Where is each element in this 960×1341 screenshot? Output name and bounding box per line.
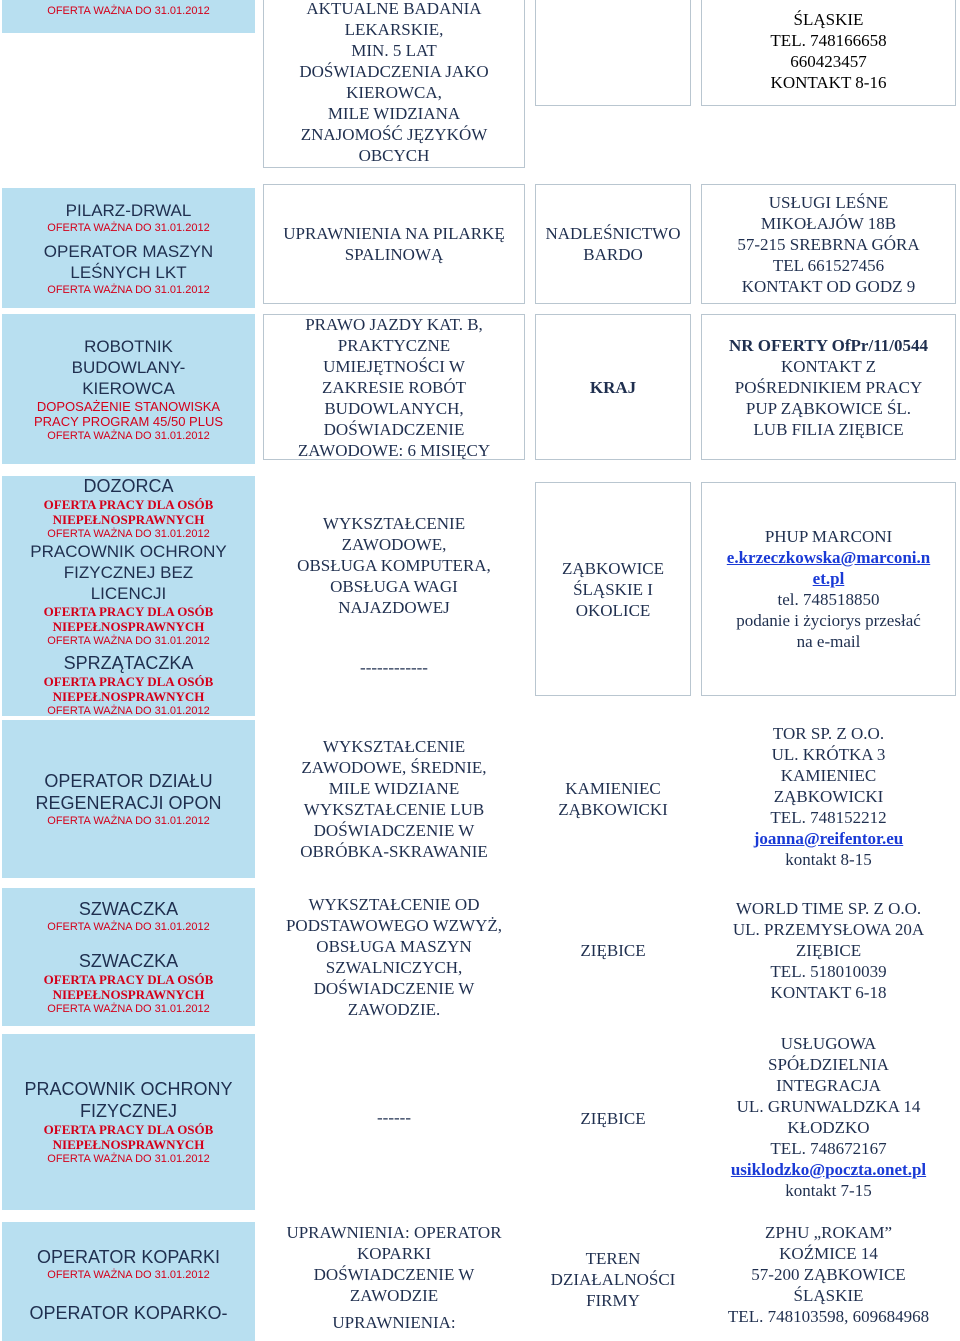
offer-number: NR OFERTY OfPr/11/0544	[729, 335, 928, 355]
job-title: REGENERACJI OPON	[35, 793, 222, 813]
row6-job-cell	[2, 1034, 255, 1210]
req-line: WYKSZTAŁCENIE	[322, 513, 466, 533]
offer-valid-label: OFERTA WAŻNA DO 31.01.2012	[47, 527, 210, 540]
row7-contact	[701, 1222, 956, 1341]
req-line: BUDOWLANYCH,	[324, 398, 464, 418]
req-line: PRAWO JAZDY KAT. B,	[305, 314, 483, 334]
disabled-offer-label: OFERTA PRACY DLA OSÓB NIEPEŁNOSPRAWNYCH	[43, 1122, 214, 1152]
row1-requirements	[263, 184, 525, 304]
email-link[interactable]: et.pl	[812, 569, 845, 588]
req-line: LEKARSKIE,	[344, 20, 444, 39]
contact-line: KONTAKT OD GODZ 9	[741, 276, 916, 296]
req-line: MIN. 5 LAT	[351, 41, 437, 60]
job-title: LICENCJI	[90, 583, 167, 603]
job-title: PRACOWNIK OCHRONY	[30, 541, 227, 561]
contact-line: KŁODZKO	[787, 1118, 870, 1137]
req-line: PODSTAWOWEGO WZWYŻ,	[285, 916, 503, 935]
disabled-offer-label: OFERTA PRACY DLA OSÓB NIEPEŁNOSPRAWNYCH	[43, 972, 214, 1002]
row4-contact	[701, 716, 956, 876]
req-line: OBSŁUGA KOMPUTERA,	[297, 555, 491, 575]
row7-job-cell	[2, 1222, 255, 1341]
req-line: UPRAWNIENIA NA PILARKĘ	[283, 224, 505, 243]
offer-valid-label: OFERTA WAŻNA DO 31.01.2012	[47, 1153, 210, 1165]
contact-line: MIKOŁAJÓW 18B	[760, 213, 897, 233]
req-line: MILE WIDZIANE	[328, 779, 460, 798]
req-line: PRAKTYCZNE	[337, 335, 451, 355]
job-title: SZWACZKA	[78, 951, 179, 971]
contact-line: KONTAKT 8-16	[770, 73, 887, 92]
disabled-offer-label: OFERTA PRACY DLA OSÓB NIEPEŁNOSPRAWNYCH	[43, 673, 214, 704]
contact-hours: kontakt 7-15	[785, 1181, 872, 1200]
contact-line: ZPHU „ROKAM”	[764, 1223, 893, 1242]
row6-contact	[701, 1026, 956, 1208]
contact-line: 57-200 ZĄBKOWICE	[751, 1265, 906, 1284]
req-line: OBCYCH	[358, 146, 430, 165]
place-line: FIRMY	[586, 1290, 640, 1310]
req-line: DOŚWIADCZENIE W	[313, 821, 475, 840]
offer-valid-label: OFERTA WAŻNA DO 31.01.2012	[47, 815, 210, 827]
contact-line: INTEGRACJA	[776, 1076, 881, 1095]
req-dash: ------	[377, 1108, 411, 1127]
job-title: ROBOTNIK	[84, 336, 173, 356]
contact-line: podanie i życiorys przesłać	[736, 611, 921, 630]
contact-line: KAMIENIEC	[780, 765, 877, 785]
place-line: ZIĘBICE	[580, 1108, 646, 1128]
req-line: ZAWODOWE, ŚREDNIE,	[301, 758, 487, 777]
contact-line: 57-215 SREBRNA GÓRA	[737, 234, 920, 254]
row3-contact	[701, 482, 956, 696]
offer-valid-label: OFERTA WAŻNA DO 31.01.2012	[47, 1003, 210, 1015]
place-line: NADLEŚNICTWO	[545, 224, 681, 243]
req-line: SPALINOWĄ	[344, 245, 444, 264]
row0-job-cell	[2, 0, 255, 33]
row1-place	[535, 184, 691, 304]
contact-line: TOR SP. Z O.O.	[772, 723, 885, 743]
req-line: DOŚWIADCZENIE	[323, 419, 465, 439]
row0-place	[535, 0, 691, 106]
row2-contact	[701, 314, 956, 460]
req-line: KOPARKI	[356, 1244, 431, 1263]
contact-line: SPÓŁDZIELNIA	[768, 1055, 889, 1074]
row5-place	[535, 888, 691, 1012]
contact-line: TEL. 748152212	[770, 807, 887, 827]
req-line: WYKSZTAŁCENIE	[322, 737, 466, 756]
job-title: PILARZ-DRWAL	[65, 200, 192, 220]
row5-requirements	[263, 888, 525, 1026]
program-label: DOPOSAŻENIE STANOWISKA	[36, 398, 221, 414]
req-line: ZAWODOWE: 6 MISIĘCY	[297, 440, 491, 460]
row5-contact	[701, 888, 956, 1012]
row2-requirements	[263, 314, 525, 460]
row5-job-cell	[2, 888, 255, 1026]
req-dash: ------------	[360, 657, 428, 677]
offer-valid-label: OFERTA WAŻNA DO 31.01.2012	[47, 704, 210, 716]
disabled-offer-label: OFERTA PRACY DLA OSÓB NIEPEŁNOSPRAWNYCH	[43, 603, 214, 634]
contact-line: UL. PRZEMYSŁOWA 20A	[732, 919, 925, 939]
offer-valid-label: OFERTA WAŻNA DO 31.01.2012	[47, 1269, 210, 1281]
place-line: KRAJ	[589, 377, 637, 397]
offer-valid-label: OFERTA WAŻNA DO 31.01.2012	[47, 5, 210, 17]
job-title: OPERATOR MASZYN	[43, 241, 214, 261]
job-title: FIZYCZNEJ BEZ	[63, 562, 194, 582]
job-title: DOZORCA	[83, 476, 174, 496]
job-title: OPERATOR DZIAŁU	[44, 771, 213, 791]
req-line: MILE WIDZIANA	[327, 104, 461, 123]
req-line: WYKSZTAŁCENIE OD	[308, 895, 480, 914]
req-line: WYKSZTAŁCENIE LUB	[303, 800, 485, 819]
contact-line: WORLD TIME SP. Z O.O.	[735, 898, 922, 918]
contact-line: KONTAKT 6-18	[770, 982, 887, 1002]
contact-line: TEL. 748103598, 609684968	[727, 1307, 930, 1326]
contact-line: LUB FILIA ZIĘBICE	[753, 419, 904, 439]
job-title: KIEROWCA	[82, 378, 175, 398]
req-line: UPRAWNIENIA: OPERATOR	[286, 1223, 502, 1242]
row0-requirements	[263, 0, 525, 168]
row4-place	[535, 720, 691, 878]
job-title: OPERATOR KOPARKI	[36, 1247, 221, 1267]
row7-place	[535, 1234, 691, 1324]
contact-line: ZĄBKOWICKI	[773, 786, 884, 806]
req-line: ZAWODZIE	[349, 1286, 439, 1305]
req-line: NAJAZDOWEJ	[338, 597, 450, 617]
req-line: OBRÓBKA-SKRAWANIE	[300, 842, 488, 861]
email-link[interactable]: joanna@reifentor.eu	[753, 828, 904, 848]
row1-job-cell	[2, 188, 255, 308]
job-title: SZWACZKA	[78, 899, 179, 919]
req-line: AKTUALNE BADANIA	[306, 0, 482, 18]
req-line: UPRAWNIENIA:	[332, 1313, 456, 1332]
job-title: LEŚNYCH LKT	[70, 262, 187, 282]
contact-line: USŁUGI LEŚNE	[768, 192, 889, 212]
job-title: SPRZĄTACZKA	[63, 652, 194, 673]
contact-line: USŁUGOWA	[780, 1034, 877, 1053]
email-link[interactable]: e.krzeczkowska@marconi.n	[726, 548, 931, 567]
program-label: PRACY PROGRAM 45/50 PLUS	[33, 413, 224, 429]
req-line: ZAWODOWE,	[341, 534, 447, 554]
row3-place	[535, 482, 691, 696]
contact-line: na e-mail	[796, 632, 861, 651]
contact-hours: kontakt 8-15	[785, 849, 872, 869]
row3-job-cell	[2, 476, 255, 716]
place-line: ZĄBKOWICKI	[558, 800, 668, 819]
job-title: OPERATOR KOPARKO-	[29, 1303, 228, 1323]
contact-line: TEL. 748166658	[770, 31, 887, 50]
req-line: OBSŁUGA WAGI	[330, 576, 458, 596]
place-line: ŚLĄSKIE I	[573, 579, 653, 599]
row0-contact	[701, 0, 956, 106]
req-line: UMIEJĘTNOŚCI W	[323, 356, 465, 376]
offer-valid-label: OFERTA WAŻNA DO 31.01.2012	[47, 921, 210, 933]
req-line: SZWALNICZYCH,	[325, 958, 463, 977]
row4-job-cell	[2, 720, 255, 878]
offer-valid-label: OFERTA WAŻNA DO 31.01.2012	[47, 283, 210, 296]
place-line: OKOLICE	[575, 600, 651, 620]
row6-requirements	[263, 1030, 525, 1206]
contact-line: UL. GRUNWALDZKA 14	[736, 1097, 921, 1116]
place-line: TEREN	[585, 1248, 641, 1268]
contact-line: ŚLĄSKIE	[793, 1286, 864, 1305]
row7-requirements	[263, 1222, 525, 1341]
place-line: BARDO	[583, 245, 643, 264]
req-line: DOŚWIADCZENIE W	[313, 1265, 475, 1284]
job-title: PRACOWNIK OCHRONY	[24, 1079, 233, 1099]
req-line: ZAWODZIE.	[347, 1000, 441, 1019]
offer-valid-label: OFERTA WAŻNA DO 31.01.2012	[47, 429, 210, 442]
contact-line: tel. 748518850	[777, 590, 880, 609]
contact-line: TEL. 748672167	[770, 1139, 887, 1158]
contact-line: PUP ZĄBKOWICE ŚL.	[745, 398, 912, 418]
contact-line: KOŹMICE 14	[779, 1244, 878, 1263]
job-title: BUDOWLANY-	[71, 357, 186, 377]
req-line: ZAKRESIE ROBÓT	[321, 377, 467, 397]
row1-contact	[701, 184, 956, 304]
place-line: KAMIENIEC	[565, 779, 661, 798]
row4-requirements	[263, 720, 525, 878]
contact-line: ZIĘBICE	[795, 940, 862, 960]
company-name: PHUP MARCONI	[764, 527, 893, 546]
row2-job-cell	[2, 314, 255, 464]
req-line: DOŚWIADCZENIE W	[313, 979, 475, 998]
offer-valid-label: OFERTA WAŻNA DO 31.01.2012	[47, 221, 210, 234]
contact-line: ŚLĄSKIE	[793, 10, 864, 29]
req-line: OBSŁUGA MASZYN	[316, 937, 472, 956]
contact-line: POŚREDNIKIEM PRACY	[734, 377, 923, 397]
req-line: DOŚWIADCZENIA JAKO	[299, 62, 489, 81]
email-link[interactable]: usiklodzko@poczta.onet.pl	[730, 1160, 927, 1179]
place-line: ZIĘBICE	[580, 940, 646, 960]
contact-line: TEL 661527456	[772, 255, 885, 275]
offer-valid-label: OFERTA WAŻNA DO 31.01.2012	[47, 634, 210, 647]
contact-line: KONTAKT Z	[780, 356, 877, 376]
req-line: ZNAJOMOŚĆ JĘZYKÓW	[300, 125, 488, 144]
contact-line: TEL. 518010039	[770, 961, 887, 981]
job-title: FIZYCZNEJ	[80, 1101, 177, 1121]
contact-line: UL. KRÓTKA 3	[771, 744, 886, 764]
place-line: DZIAŁALNOŚCI	[550, 1269, 676, 1289]
req-line: KIEROWCA,	[346, 83, 442, 102]
contact-line: 660423457	[790, 52, 867, 71]
row3-requirements	[263, 480, 525, 710]
row6-place	[535, 1030, 691, 1206]
row2-place	[535, 314, 691, 460]
place-line: ZĄBKOWICE	[562, 558, 664, 578]
disabled-offer-label: OFERTA PRACY DLA OSÓB NIEPEŁNOSPRAWNYCH	[43, 496, 214, 527]
